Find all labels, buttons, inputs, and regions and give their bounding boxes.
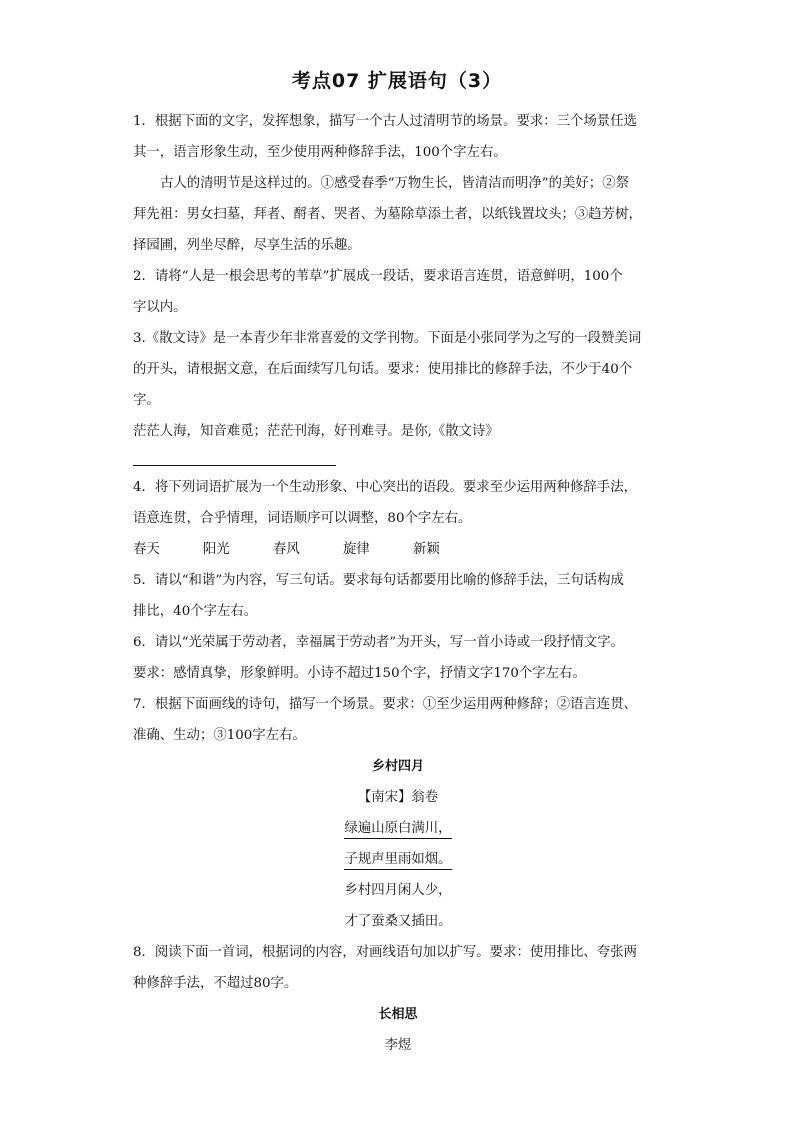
question-1-line: 其一，语言形象生动，至少使用两种修辞手法，100个字左右。 — [133, 145, 507, 160]
question-4-word-list — [133, 534, 663, 565]
question-3-prompt: 茫茫人海，知音难觅；茫茫刊海，好刊难寻。是你,《散文诗》 — [133, 424, 499, 439]
question-8-line: 8．阅读下面一首词，根据词的内容，对画线语句加以扩写。要求：使用排比、夸张两 — [133, 945, 637, 960]
question-3-line: 字。 — [133, 393, 160, 408]
question-5-line: 排比，40个字左右。 — [133, 604, 258, 619]
word-item: 旋律 — [343, 542, 370, 557]
question-1-passage: 择园圃，列坐尽醉，尽享生活的乐趣。 — [133, 238, 361, 253]
poem-author: 【南宋】翁卷 — [357, 790, 439, 805]
question-4-line: 4．将下列词语扩展为一个生动形象、中心突出的语段。要求至少运用两种修辞手法， — [133, 480, 637, 495]
question-2-line: 2．请将“人是一根会思考的苇草”扩展成一段话，要求语言连贯，语意鲜明，100个 — [133, 269, 623, 284]
poem-author: 李煜 — [384, 1038, 412, 1053]
question-1-passage: 古人的清明节是这样过的。①感受春季“万物生长，皆清洁而明净”的美好；②祭 — [160, 176, 629, 191]
underlined-poem-line: 绿遍山原白满川， — [344, 820, 451, 839]
question-3-line: 3.《散文诗》是一本青少年非常喜爱的文学刊物。下面是小张同学为之写的一段赞美词 — [133, 331, 642, 346]
word-item: 春天 — [133, 542, 160, 557]
word-item: 新颖 — [413, 542, 440, 557]
question-6-line: 要求：感情真挚，形象鲜明。小诗不超过150个字，抒情文字170个字左右。 — [133, 666, 586, 681]
question-7-line: 准确、生动；③100字左右。 — [133, 728, 306, 743]
word-item: 春风 — [273, 542, 300, 557]
question-1-passage: 拜先祖：男女扫墓，拜者、酹者、哭者、为墓除草添土者，以纸钱置坟头；③趋芳树， — [133, 207, 642, 222]
poem-title: 乡村四月 — [371, 759, 424, 774]
question-4-line: 语意连贯，合乎情理，词语顺序可以调整，80个字左右。 — [133, 511, 472, 526]
question-7-line: 7．根据下面画线的诗句，描写一个场景。要求：①至少运用两种修辞；②语言连贯、 — [133, 697, 637, 712]
poem-line: 才了蚕桑又插田。 — [344, 914, 452, 929]
question-1-line: 1．根据下面的文字，发挥想象，描写一个古人过清明节的场景。要求：三个场景任选 — [133, 114, 637, 129]
question-3-line: 的开头，请根据文意，在后面续写几句话。要求：使用排比的修辞手法，不少于40个 — [133, 362, 633, 377]
poem-line — [133, 844, 663, 875]
question-8-line: 种修辞手法，不超过80字。 — [133, 976, 298, 991]
question-2-line: 字以内。 — [133, 300, 187, 315]
question-5-line: 5．请以“和谐”为内容，写三句话。要求每句话都要用比喻的修辞手法，三句话构成 — [133, 573, 624, 588]
question-6-line: 6．请以“光荣属于劳动者，幸福属于劳动者”为开头，写一首小诗或一段抒情文字。 — [133, 635, 624, 650]
poem-title: 长相思 — [378, 1007, 418, 1022]
answer-blank-line — [133, 465, 336, 466]
poem-line — [133, 813, 663, 844]
word-item: 阳光 — [203, 542, 230, 557]
document-body — [133, 106, 663, 1061]
poem-line: 乡村四月闲人少， — [344, 883, 452, 898]
underlined-poem-line: 子规声里雨如烟。 — [344, 851, 451, 870]
page-title: 考点07 扩展语句（3） — [291, 70, 503, 92]
